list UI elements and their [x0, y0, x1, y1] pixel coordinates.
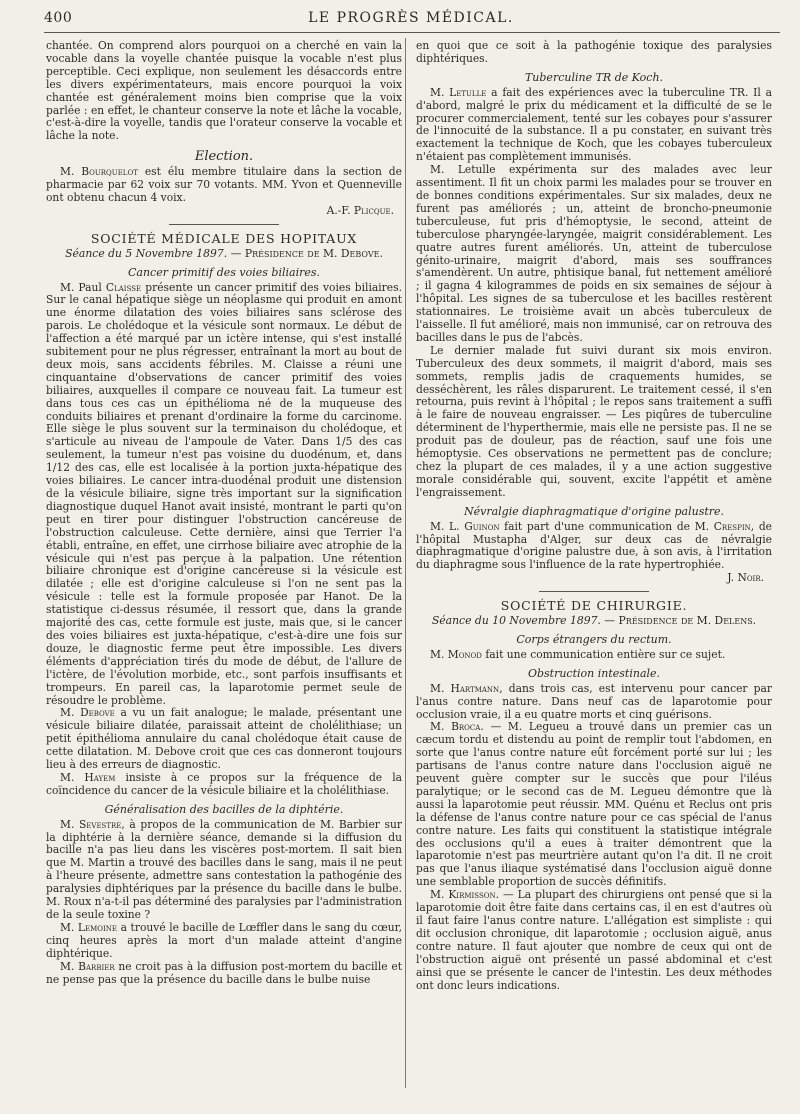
paragraph: M. Kirmisson. — La plupart des chirurgiens ont pensé que si la laparotomie doit être faite dans certains cas, il en est d'autres où il faut faire l'anus contre nature. L'allégation est simpliste : qui dit occlusion chronique, dit laparotomie ; occlusion aiguë, anus contre nature. Il faut ajouter que nombre de ceux qui ont de l'obstruction aiguë ont présenté un passé abdominal et c'est ainsi que se présente le cancer de l'intestin. Les deux méthodes ont donc leurs indications. — [416, 888, 772, 992]
author-name: Barbier — [78, 959, 115, 973]
subsection-title: Cancer primitif des voies biliaires. — [127, 265, 321, 279]
author-name: Kirmisson — [448, 888, 496, 902]
paragraph: M. Barbier ne croit pas à la diffusion post-mortem du bacille et ne pense pas que la présence du bacille dans le bulbe nuise — [46, 959, 402, 986]
running-header — [44, 10, 778, 30]
separator-rule — [169, 224, 279, 225]
paragraph-text: , de l'hôpital Mustapha d'Alger, sur deux cas de névralgie diaphragmatique d'origine palustre due, à son avis, à l'irritation du diaphragme sous l'influence de la rate hypertrophiée. — [416, 519, 772, 572]
paragraph: M. Monod fait une communication entière sur ce sujet. — [430, 647, 726, 661]
paragraph: M. Lemoine a trouvé le bacille de Lœffler dans le sang du cœur, cinq heures après la mort d'un malade atteint d'angine diphtérique. — [46, 920, 402, 960]
paragraph: M. Sevestre, à propos de la communication de M. Barbier sur la diphtérie à la dernière séance, demande si la diffusion du bacille n'a pas lieu dans les viscères post-mortem. Il sait bien que M. Martin a trouvé des bacilles dans le sang, mais il ne peut à l'heure présente, admettre sans contestation la pathogénie des paralysies diphtériques par la présence du bacille dans le bulbe. M. Roux n'a-t-il pas déterminé des paralysies par l'administration de la seule toxine ? — [46, 817, 402, 921]
separator-rule — [539, 591, 649, 592]
author-name: Bourquelot — [81, 165, 138, 179]
paragraph-text: ne croit pas à la diffusion post-mortem du bacille et ne pense pas que la présence du bacille dans le bulbe nuise — [46, 959, 402, 986]
subsection-title: Obstruction intestinale. — [527, 666, 661, 680]
subsection-title: Névralgie diaphragmatique d'origine palustre. — [463, 504, 725, 518]
paragraph: chantée. On comprend alors pourquoi on a cherché en vain la vocable dans la voyelle chantée puisque la vocable n'est plus perceptible. Ceci explique, non seulement les désaccords entre les divers expérimentateurs, mais encore pourquoi la voix chantée est généralement moins bien comprise que la voix parlée : en effet, le chanteur conserve la note et lâche la vocable, c'est-à-dire la voyelle, tandis que l'orateur conserve la vocable et lâche la note. — [46, 39, 402, 143]
session-president: — Présidence de M. Delens. — [600, 614, 757, 628]
author-name: Hayem — [84, 770, 116, 784]
paragraph: M. Paul Claisse présente un cancer primitif des voies biliaires. Sur le canal hépatique siège un néoplasme qui produit en amont une énorme dilatation des voies biliaires sans sclérose des parois. Le cholédoque et la vésicule sont normaux. Le début de l'affection a été marqué par un ictère intense, qui s'est installé subitement pour ne plus régresser, entraînant la mort au bout de deux mois, sans accidents fébriles. M. Claisse a réuni une cinquantaine d'observations de cancer primitif des voies biliaires, auxquelles il compare ce nouveau fait. La tumeur est dans tous ces cas un épithélioma né de la muqueuse des conduits biliaires et prenant d'ordinaire la forme du carcinome. Elle siège le plus souvent sur la terminaison du cholédoque, et s'articule au niveau de l'ampoule de Vater. Dans 1/5 des cas seulement, la tumeur n'est pas voisine du duodénum, et, dans 1/12 des cas, elle est localisée à la portion juxta-hépatique des voies biliaires. Le cancer intra-duodénal produit une distension de la vésicule biliaire, signe très important sur la signification diagnostique duquel Hanot avait insisté, montrant le parti qu'on peut en tirer pour distinguer l'obstruction cancéreuse de l'obstruction calculeuse. Cette dernière, ainsi que Terrier l'a établi, entraîne, en effet, une cirrhose biliaire avec atrophie de la vésicule qui n'est pas perçue à la palpation. Une rétention biliaire chronique est d'origine cancéreuse si la vésicule est dilatée ; elle est d'origine calculeuse si l'on ne sent pas la vésicule : telle est la formule proposée par Hanot. De la statistique ci-dessus résumée, il ressort que, dans la grande majorité des cas, cette formule est juste, mais que, si le cancer des voies biliaires est juxta-hépatique, c'est-à-dire une fois sur douze, le diagnostic ferme peut être impossible. Les divers éléments d'appréciation tirés du mode de début, de l'allure de l'ictère, de l'évolution morbide, etc., sont parfois insuffisants et trompeurs. En pareil cas, la laparotomie permet seule de résoudre le problème. — [46, 280, 402, 707]
author-name: Claisse — [105, 280, 142, 294]
paragraph-text: fait une communication entière sur ce sujet. — [481, 647, 726, 661]
paragraph: M. Hayem insiste à ce propos sur la fréquence de la coïncidence du cancer de la vésicule biliaire et la cholélithiase. — [46, 770, 402, 797]
paragraph: M. Hartmann, dans trois cas, est intervenu pour cancer par l'anus contre nature. Dans neuf cas de laparotomie pour occlusion vraie, il a eu quatre morts et cinq guérisons. — [416, 681, 772, 721]
author-name: Lemoine — [77, 920, 118, 934]
paragraph-text: , à propos de la communication de M. Barbier sur la diphtérie à la dernière séance, demande si la diffusion du bacille n'a pas lieu dans les viscères post-mortem. Il sait bien que M. Martin a trouvé des bacilles dans le sang, mais il ne peut à l'heure présente, admettre sans contestation la pathogénie des paralysies diphtériques par la présence du bacille dans le bulbe. M. Roux n'a-t-il pas déterminé des paralysies par l'administration de la seule toxine ? — [46, 817, 402, 921]
author-name: Hartmann — [450, 681, 500, 695]
paragraph-text: fait part d'une communication de M. — [499, 519, 714, 533]
paragraph: M. Letulle expérimenta sur des malades avec leur assentiment. Il fit un choix parmi les malades pour se trouver en de bonnes conditions expérimentales. Sur six malades, deux ne furent pas améliorés ; un, atteint de broncho-pneumonie tuberculeuse, fut pris d'hémoptysie, le second, atteint de tuberculose pharyngée-laryngée, maigrit considérablement. Les quatre autres furent améliorés. Un, atteint de tuberculose génito-urinaire, maigrit d'abord, mais ses souffrances s'amendèrent. Un autre, phtisique banal, fut nettement amélioré ; il gagna 4 kilogrammes de poids en six semaines de séjour à l'hôpital. Les signes de sa tuberculose et les bacilles restèrent stationnaires. Le troisième avait un abcès tuberculeux de l'aisselle. Il fut amélioré, mais non immunisé, car on retrouva des bacilles dans le pus de l'abcès. — [416, 163, 772, 344]
author-name: Broca — [451, 720, 481, 734]
paragraph-text: . — M. Legueu a trouvé dans un premier cas un cæcum tordu et distendu au point de remplir tout l'abdomen, en sorte que l'anus contre nature eût forcément porté sur lui ; les partisans de l'anus contre nature dans l'occlusion aiguë ne peuvent guère compter sur le succès que pour l'iléus paralytique; or le second cas de M. Legueu démontre que là aussi la laparotomie peut réussir. MM. Quénu et Reclus ont pris la défense de l'anus contre nature pour ce cas spécial de l'anus contre nature. Les faits qui constituent la statistique intégrale des occlusions qu'il a eues à traiter démontrent que la laparotomie n'est pas meurtrière autant qu'on l'a dit. Il ne croit pas que l'anus iliaque systématisé dans l'occlusion aiguë donne une semblable proportion de succès définitifs. — [416, 720, 772, 889]
column-divider — [405, 38, 406, 1088]
author-name: Guinon — [464, 519, 500, 533]
subsection-title: Corps étrangers du rectum. — [516, 632, 672, 646]
paragraph: M. L. Guinon fait part d'une communication de M. Crespin, de l'hôpital Mustapha d'Alger, sur deux cas de névralgie diaphragmatique d'origine palustre due, à son avis, à l'irritation du diaphragme sous l'influence de la rate hypertrophiée. — [416, 519, 772, 572]
paragraph-text: a trouvé le bacille de Lœffler dans le sang du cœur, cinq heures après la mort d'un malade atteint d'angine diphtérique. — [46, 920, 402, 960]
paragraph: M. Broca. — M. Legueu a trouvé dans un premier cas un cæcum tordu et distendu au point de remplir tout l'abdomen, en sorte que l'anus contre nature eût forcément porté sur lui ; les partisans de l'anus contre nature dans l'occlusion aiguë ne peuvent guère compter sur le succès que pour l'iléus paralytique; or le second cas de M. Legueu démontre que là aussi la laparotomie peut réussir. MM. Quénu et Reclus ont pris la défense de l'anus contre nature pour ce cas spécial de l'anus contre nature. Les faits qui constituent la statistique intégrale des occlusions qu'il a eues à traiter démontrent que la laparotomie n'est pas meurtrière autant qu'on l'a dit. Il ne croit pas que l'anus iliaque systématisé dans l'occlusion aiguë donne une semblable proportion de succès définitifs. — [416, 720, 772, 889]
header-rule — [44, 32, 780, 33]
paragraph: M. Letulle a fait des expériences avec la tuberculine TR. Il a d'abord, malgré le prix du médicament et la difficulté de se le procurer commercialement, tenté sur les cobayes pour s'assurer de l'innocuité de la substance. Il a pu constater, en suivant très exactement la technique de Koch, que les cobayes tuberculeux n'étaient pas complètement immunisés. — [416, 85, 772, 164]
paragraph-text: est élu membre titulaire dans la section de pharmacie par 62 voix sur 70 votants. MM. Yvon et Quenneville ont obtenu chacun 4 voix. — [46, 165, 402, 204]
author-name: Sevestre — [78, 817, 122, 831]
paragraph: en quoi que ce soit à la pathogénie toxique des paralysies diphtériques. — [416, 39, 772, 65]
session-date: Séance du 10 Novembre 1897. — [431, 614, 601, 628]
subsection-title: Tuberculine TR de Koch. — [524, 70, 664, 84]
signature-text: J. Noir. — [727, 571, 764, 585]
author-name: Crespin — [713, 519, 751, 533]
section-title: SOCIÉTÉ DE CHIRURGIE. — [500, 598, 688, 614]
paragraph-text: , dans trois cas, est intervenu pour cancer par l'anus contre nature. Dans neuf cas de laparotomie pour occlusion vraie, il a eu quatre morts et cinq guérisons. — [416, 681, 772, 721]
subsection-title: Election. — [194, 149, 254, 165]
paragraph: Le dernier malade fut suivi durant six mois environ. Tuberculeux des deux sommets, il maigrit d'abord, mais ses sommets, remplis jadis de craquements humides, se desséchèrent, les râles disparurent. Le traitement cessé, il s'en retourna, puis revint à l'hôpital ; le repos sans traitement a suffi à le faire de nouveau engraisser. — Les piqûres de tuberculine déterminent de l'hyperthermie, mais elle ne persiste pas. Il ne se produit pas de douleur, pas de réaction, sauf une fois une hémoptysie. Ces observations ne permettent pas de conclure; chez la plupart de ces malades, il y a une action suggestive morale considérable qui, souvent, excite l'appétit et amène l'engraissement. — [416, 343, 772, 499]
paragraph-text: . — La plupart des chirurgiens ont pensé que si la laparotomie doit être faite dans certains cas, il en est d'autres où il faut faire l'anus contre nature. L'allégation est simpliste : qui dit occlusion chronique, dit laparotomie ; occlusion aiguë, anus contre nature. Il faut ajouter que nombre de ceux qui ont de l'obstruction aiguë ont présenté un passé abdominal et c'est ainsi que se présente le cancer de l'intestin. Les deux méthodes ont donc leurs indications. — [416, 888, 772, 992]
author-name: Letulle — [449, 85, 487, 99]
paragraph: M. Bourquelot est élu membre titulaire dans la section de pharmacie par 62 voix sur 70 votants. MM. Yvon et Quenneville ont obtenu chacun 4 voix. — [46, 165, 402, 204]
paragraph-text: insiste à ce propos sur la fréquence de la coïncidence du cancer de la vésicule biliaire et la cholélithiase. — [46, 770, 402, 797]
session-line — [416, 615, 772, 628]
page-number: 400 — [44, 10, 73, 26]
paragraph-text: a vu un fait analogue; le malade, présentant une vésicule biliaire dilatée, paraissait atteint de cholélithiase; un petit épithélioma annulaire du canal cholédoque était cause de cette dilatation. M. Debove croit que ces cas donneront toujours lieu à des erreurs de diagnostic. — [46, 706, 402, 772]
subsection-title: Généralisation des bacilles de la diphtérie. — [104, 802, 344, 816]
session-president: — Présidence de M. Debove. — [227, 246, 383, 260]
paragraph: M. Debove a vu un fait analogue; le malade, présentant une vésicule biliaire dilatée, paraissait atteint de cholélithiase; un petit épithélioma annulaire du canal cholédoque était cause de cette dilatation. M. Debove croit que ces cas donneront toujours lieu à des erreurs de diagnostic. — [46, 706, 402, 772]
section-title: SOCIÉTÉ MÉDICALE DES HOPITAUX — [90, 230, 358, 246]
session-date: Séance du 5 Novembre 1897. — [65, 246, 228, 260]
right-column — [416, 40, 772, 992]
author-name: Monod — [447, 647, 482, 661]
signature — [416, 572, 772, 585]
signature-text: A.-F. Plicque. — [326, 203, 394, 217]
paragraph-text: présente un cancer primitif des voies biliaires. Sur le canal hépatique siège un néoplasme qui produit en amont une énorme dilatation des voies biliaires sans sclérose des parois. Le cholédoque et la vésicule sont normaux. Le début de l'affection a été marqué par un ictère intense, qui s'est installé subitement pour ne plus régresser, entraînant la mort au bout de deux mois, sans accidents fébriles. M. Claisse a réuni une cinquantaine d'observations de cancer primitif des voies biliaires, auxquelles il compare ce nouveau fait. La tumeur est dans tous ces cas un épithélioma né de la muqueuse des conduits biliaires et prenant d'ordinaire la forme du carcinome. Elle siège le plus souvent sur la terminaison du cholédoque, et s'articule au niveau de l'ampoule de Vater. Dans 1/5 des cas seulement, la tumeur n'est pas voisine du duodénum, et, dans 1/12 des cas, elle est localisée à la portion juxta-hépatique des voies biliaires. Le cancer intra-duodénal produit une distension de la vésicule biliaire, signe très important sur la signification diagnostique duquel Hanot avait insisté, montrant le parti qu'on peut en tirer pour distinguer l'obstruction cancéreuse de l'obstruction calculeuse. Cette dernière, ainsi que Terrier l'a établi, entraîne, en effet, une cirrhose biliaire avec atrophie de la vésicule qui n'est pas perçue à la palpation. Une rétention biliaire chronique est d'origine cancéreuse si la vésicule est dilatée ; elle est d'origine calculeuse si l'on ne sent pas la vésicule : telle est la formule proposée par Hanot. De la statistique ci-dessus résumée, il ressort que, dans la grande majorité des cas, cette formule est juste, mais que, si le cancer des voies biliaires est juxta-hépatique, c'est-à-dire une fois sur douze, le diagnostic ferme peut être impossible. Les divers éléments d'appréciation tirés du mode de début, de l'allure de l'ictère, de l'évolution morbide, etc., sont parfois insuffisants et trompeurs. En pareil cas, la laparotomie permet seule de résoudre le problème. — [46, 280, 402, 707]
signature — [46, 205, 402, 218]
left-column — [46, 40, 402, 986]
journal-title: LE PROGRÈS MÉDICAL. — [308, 10, 514, 26]
author-name: Debove — [80, 706, 115, 720]
session-line — [46, 248, 402, 261]
paragraph-text: a fait des expériences avec la tuberculine TR. Il a d'abord, malgré le prix du médicament et la difficulté de se le procurer commercialement, tenté sur les cobayes pour s'assurer de l'innocuité de la substance. Il a pu constater, en suivant très exactement la technique de Koch, que les cobayes tuberculeux n'étaient pas complètement immunisés. — [416, 85, 772, 164]
